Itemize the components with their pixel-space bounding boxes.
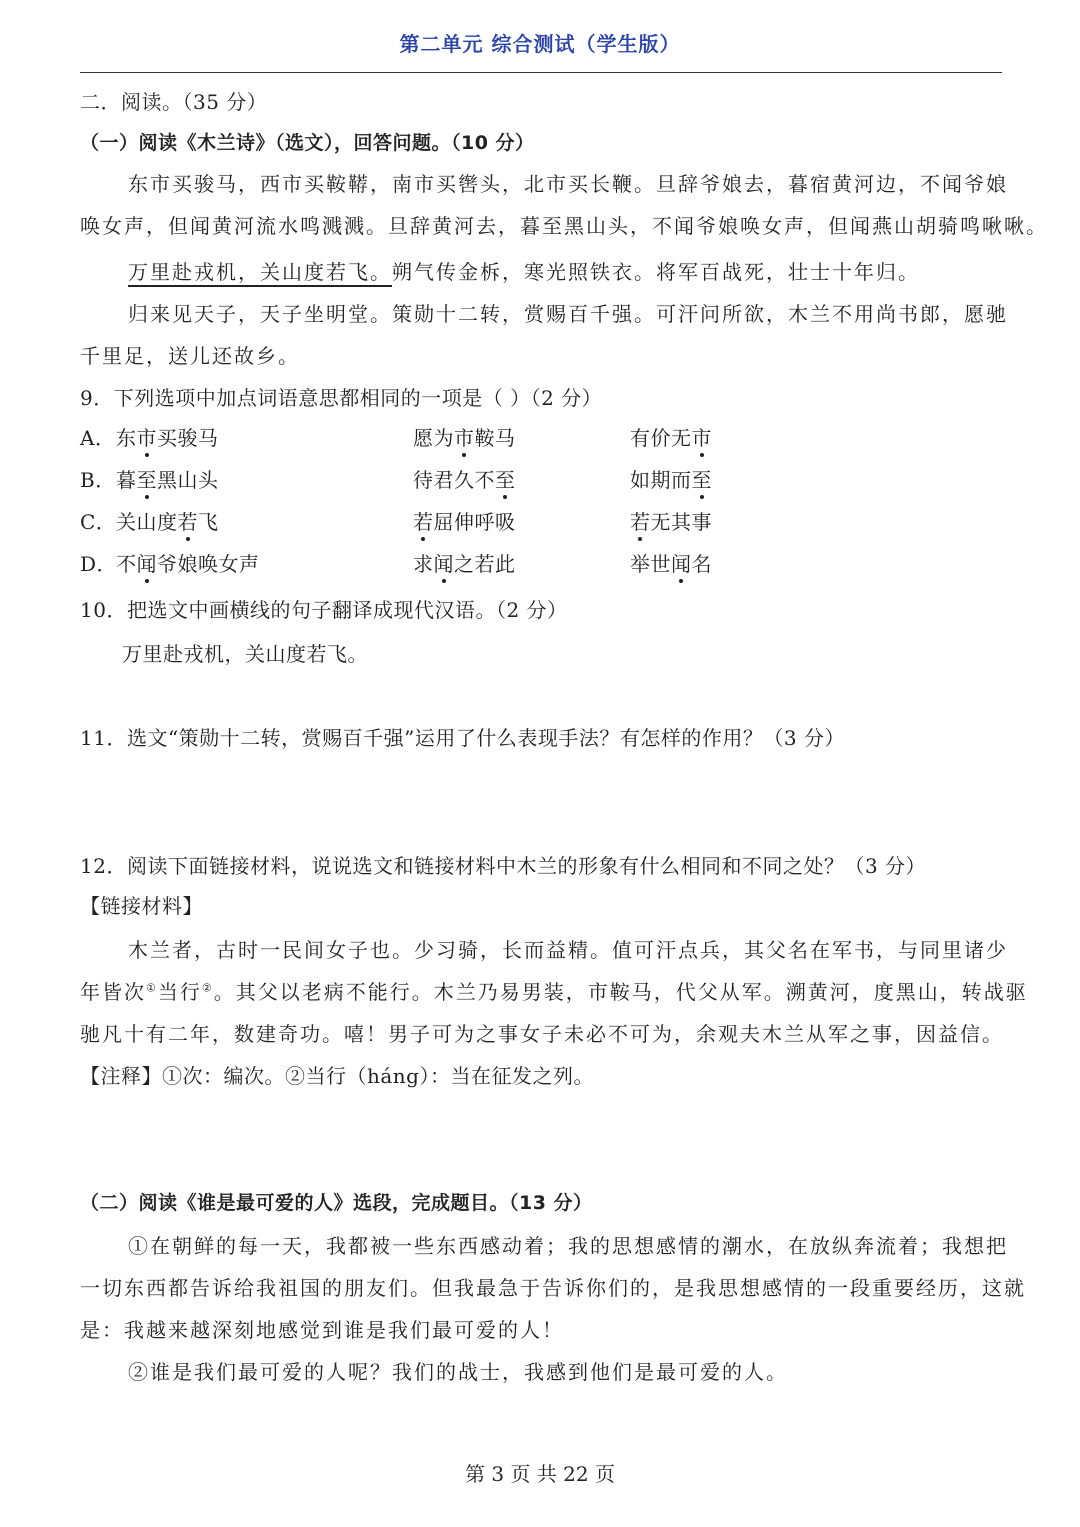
- section-title: 二．阅读。（35 分）: [80, 90, 268, 114]
- dotted-char: 市: [136, 426, 157, 450]
- dotted-char: 至: [136, 468, 157, 492]
- poem-line-2: 唤女声，但闻黄河流水鸣溅溅。旦辞黄河去，暮至黑山头，不闻爷娘唤女声，但闻燕山胡骑鸣啾啾。: [80, 214, 1048, 238]
- option-label: A．: [80, 426, 116, 450]
- q11-stem: 11．选文“策勋十二转，赏赐百千强”运用了什么表现手法？有怎样的作用？（3 分）: [80, 726, 845, 750]
- dotted-char: 若: [413, 510, 434, 534]
- footnote-mark-2: ②: [201, 981, 214, 995]
- footnote-mark-1: ①: [146, 981, 158, 995]
- q10-sentence: 万里赴戎机，关山度若飞。: [122, 642, 368, 666]
- dotted-char: 闻: [671, 552, 692, 576]
- option-col3: 有价无市: [630, 426, 712, 450]
- dotted-char: 若: [177, 510, 198, 534]
- option-label: C．: [80, 510, 117, 534]
- option-col3: 若无其事: [630, 510, 712, 534]
- poem-line-3: [128, 256, 920, 285]
- q9-stem: 9．下列选项中加点词语意思都相同的一项是（ ）（2 分）: [80, 386, 603, 410]
- material-line-3: 驰凡十有二年，数建奇功。嘻！男子可为之事女子未必不可为，余观夫木兰从军之事，因益信。: [80, 1022, 1004, 1046]
- header-divider: [80, 72, 1002, 73]
- dotted-char: 市: [454, 426, 475, 450]
- q9-option-b: B．暮至黑山头 待君久不至 如期而至: [80, 464, 219, 493]
- q9-option-d: D．不闻爷娘唤女声 求闻之若此 举世闻名: [80, 548, 260, 577]
- poem-line-3-rest: 朔气传金柝，寒光照铁衣。将军百战死，壮士十年归。: [392, 260, 920, 284]
- option-col3: 举世闻名: [630, 552, 712, 576]
- underlined-sentence: 万里赴戎机，关山度若飞。: [128, 260, 392, 284]
- dotted-char: 市: [691, 426, 712, 450]
- passage2-line-2: 一切东西都告诉给我祖国的朋友们。但我最急于告诉你们的，是我思想感情的一段重要经历，这就: [80, 1276, 1026, 1300]
- dotted-char: 闻: [433, 552, 454, 576]
- q12-stem: 12．阅读下面链接材料，说说选文和链接材料中木兰的形象有什么相同和不同之处？（3 分）: [80, 854, 927, 878]
- q10-stem: 10．把选文中画横线的句子翻译成现代汉语。（2 分）: [80, 598, 568, 622]
- poem-line-1: 东市买骏马，西市买鞍鞯，南市买辔头，北市买长鞭。旦辞爷娘去，暮宿黄河边，不闻爷娘: [128, 172, 1008, 196]
- page-footer: 第 3 页 共 22 页: [465, 1462, 615, 1486]
- material-label: 【链接材料】: [80, 894, 203, 918]
- option-col2: 求闻之若此: [413, 552, 516, 576]
- material-note: 【注释】①次：编次。②当行（háng）：当在征发之列。: [80, 1064, 594, 1088]
- material-line-1: 木兰者，古时一民间女子也。少习骑，长而益精。值可汗点兵，其父名在军书，与同里诸少: [128, 938, 1008, 962]
- dotted-char: 至: [495, 468, 516, 492]
- passage2-line-4: ②谁是我们最可爱的人呢？我们的战士，我感到他们是最可爱的人。: [128, 1360, 788, 1384]
- page-header-title: 第二单元 综合测试（学生版）: [399, 32, 681, 56]
- material-line-2: 年皆次①当行②。其父以老病不能行。木兰乃易男装，市鞍马，代父从军。溯黄河，度黑山，转战驱: [80, 980, 1028, 1004]
- option-col2: 若屈伸呼吸: [413, 510, 516, 534]
- poem-line-5: 千里足，送儿还故乡。: [80, 344, 300, 368]
- q9-option-c: C．关山度若飞 若屈伸呼吸 若无其事: [80, 506, 219, 535]
- passage2-line-1: ①在朝鲜的每一天，我都被一些东西感动着；我的思想感情的潮水，在放纵奔流着；我想把: [128, 1234, 1008, 1258]
- poem-line-4: 归来见天子，天子坐明堂。策勋十二转，赏赐百千强。可汗问所欲，木兰不用尚书郎，愿驰: [128, 302, 1008, 326]
- option-col3: 如期而至: [630, 468, 712, 492]
- part1-title: （一）阅读《木兰诗》（选文），回答问题。（10 分）: [80, 132, 535, 154]
- option-col2: 愿为市鞍马: [413, 426, 516, 450]
- passage2-line-3: 是：我越来越深刻地感觉到谁是我们最可爱的人！: [80, 1318, 564, 1342]
- dotted-char: 至: [691, 468, 712, 492]
- part2-title: （二）阅读《谁是最可爱的人》选段，完成题目。（13 分）: [80, 1192, 593, 1214]
- dotted-char: 若: [630, 510, 651, 534]
- q9-option-a: A．东市买骏马 愿为市鞍马 有价无市: [80, 422, 219, 451]
- option-label: B．: [80, 468, 116, 492]
- option-col2: 待君久不至: [413, 468, 516, 492]
- option-label: D．: [80, 552, 118, 576]
- dotted-char: 闻: [136, 552, 157, 576]
